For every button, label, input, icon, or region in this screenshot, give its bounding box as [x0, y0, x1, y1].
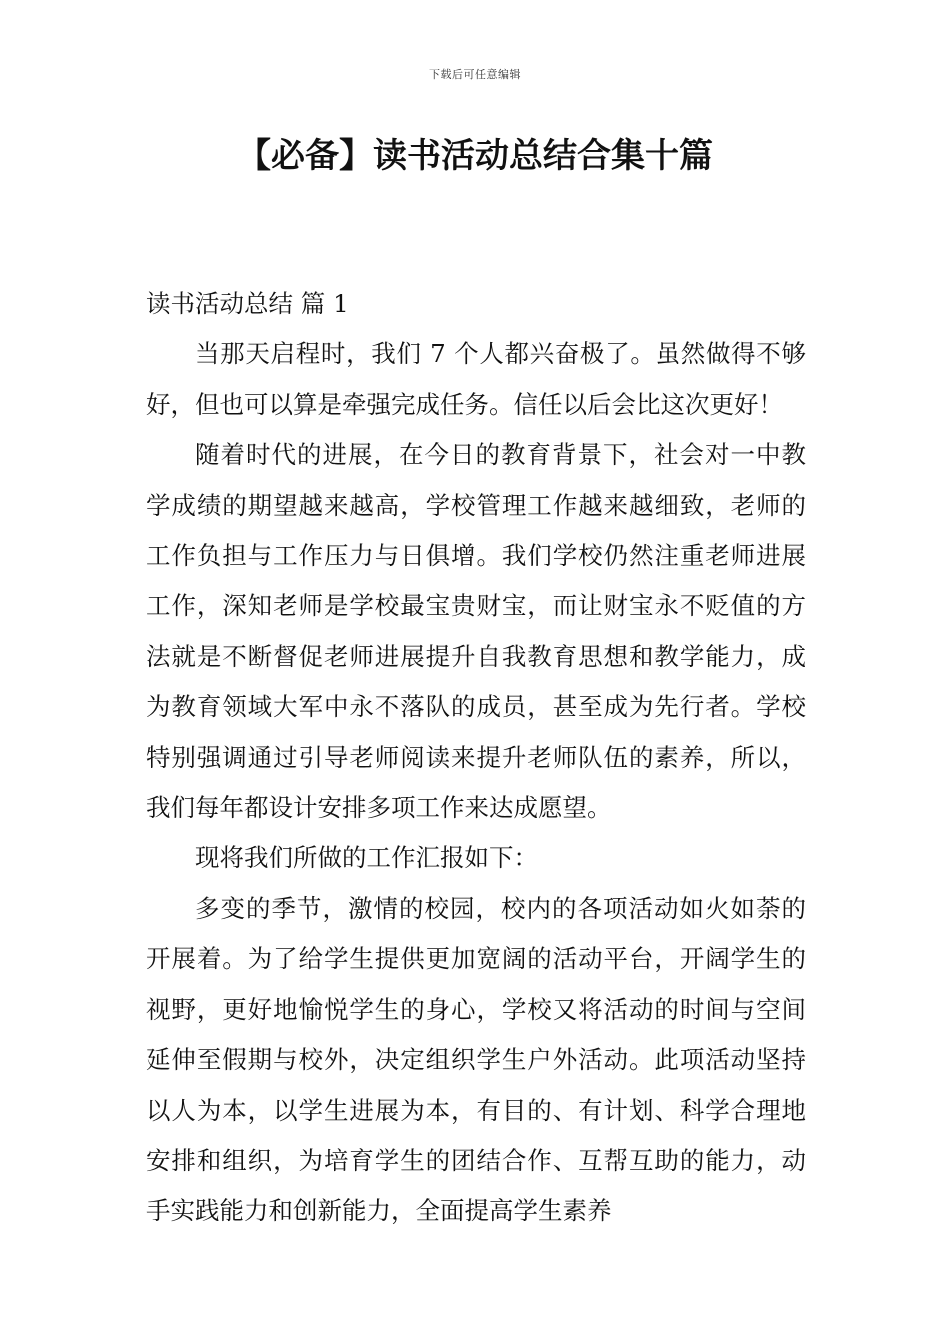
paragraph-3: 现将我们所做的工作汇报如下： [195, 843, 538, 873]
document-title: 【必备】读书活动总结合集十篇 [237, 136, 713, 176]
download-edit-note: 下载后可任意编辑 [429, 68, 521, 81]
paragraph-4: 多变的季节，激情的校园，校内的各项活动如火如荼的开展着。为了给学生提供更加宽阔的活动平台，开阔学生的视野，更好地愉悦学生的身心，学校又将活动的时间与空间延伸至假期与校外，决定组织学生户外活动。此项活动坚持以人为本，以学生进展为本，有目的、有计划、科学合理地安排和组织，为培育学生的团结合作、互帮互助的能力，动手实践能力和创新能力，全面提高学生素养 [146, 893, 806, 1226]
document-body [146, 279, 806, 1237]
section-heading: 读书活动总结 篇 1 [146, 289, 349, 318]
paragraph-1: 当那天启程时，我们 7 个人都兴奋极了。虽然做得不够好，但也可以算是牵强完成任务。信任以后会比这次更好！ [146, 339, 806, 419]
paragraph-2: 随着时代的进展，在今日的教育背景下，社会对一中教学成绩的期望越来越高，学校管理工作越来越细致，老师的工作负担与工作压力与日俱增。我们学校仍然注重老师进展工作，深知老师是学校最宝贵财宝，而让财宝永不贬值的方法就是不断督促老师进展提升自我教育思想和教学能力，成为教育领域大军中永不落队的成员，甚至成为先行者。学校特别强调通过引导老师阅读来提升老师队伍的素养，所以，我们每年都设计安排多项工作来达成愿望。 [146, 440, 806, 823]
